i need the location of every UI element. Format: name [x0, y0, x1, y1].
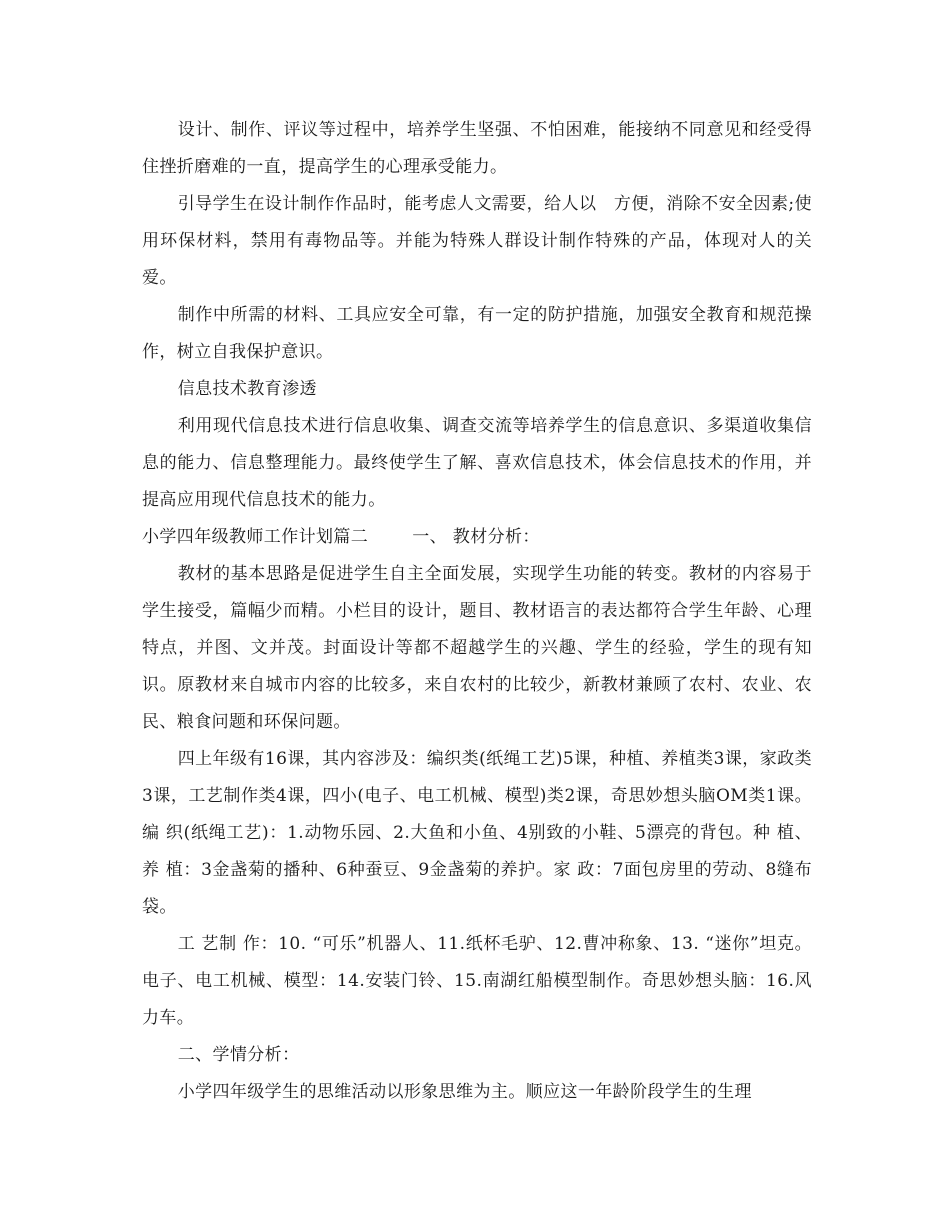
paragraph-textbook-approach: 教材的基本思路是促进学生自主全面发展，实现学生功能的转变。教材的内容易于学生接受，篇幅少而精。小栏目的设计，题目、教材语言的表达都符合学生年龄、心理特点，并图、文并茂。封面设计等都不超越学生的兴趣、学生的经验，学生的现有知识。原教材来自城市内容的比较多，来自农村的比较少，新教材兼顾了农村、农业、农民、粮食问题和环保问题。 [142, 564, 812, 732]
paragraph-it-skills: 利用现代信息技术进行信息收集、调查交流等培养学生的信息意识、多渠道收集信息的能力、信息整理能力。最终使学生了解、喜欢信息技术，体会信息技术的作用，并提高应用现代信息技术的能力。 [142, 416, 812, 510]
section-title: 小学四年级教师工作计划篇二 [142, 527, 369, 547]
paragraph-safety: 制作中所需的材料、工具应安全可靠，有一定的防护措施，加强安全教育和规范操作，树立自我保护意识。 [142, 305, 812, 362]
paragraph-craft-lessons: 工 艺制 作：10. “可乐”机器人、11.纸杯毛驴、12.曹冲称象、13. “迷你”坦克。电子、电工机械、模型：14.安装门铃、15.南湖红船模型制作。奇思妙想头脑：16.风力车。 [142, 934, 812, 1028]
heading-it-education: 信息技术教育渗透 [177, 379, 317, 399]
heading-student-analysis: 二、学情分析： [177, 1045, 300, 1065]
paragraph-lesson-overview: 四上年级有16课，其内容涉及：编织类(纸绳工艺)5课，种植、养植类3课，家政类3课，工艺制作类4课，四小(电子、电工机械、模型)类2课，奇思妙想头脑OM类1课。编 织(纸绳工艺)：1.动物乐园、2.大鱼和小鱼、4别致的小鞋、5漂亮的背包。种 植、养 植：3金盏菊的播种、6种蚕豆、9金盏菊的养护。家 政：7面包房里的劳动、8缝布袋。 [142, 749, 812, 917]
section-heading-line [142, 519, 812, 556]
paragraph-student-thinking: 小学四年级学生的思维活动以形象思维为主。顺应这一年龄阶段学生的生理 [177, 1082, 752, 1102]
section-subtitle: 一、 教材分析： [412, 527, 540, 547]
document-page [142, 112, 812, 1111]
paragraph-humanistic-design: 引导学生在设计制作作品时，能考虑人文需要，给人以 方便，消除不安全因素;使用环保材料，禁用有毒物品等。并能为特殊人群设计制作特殊的产品，体现对人的关爱。 [142, 194, 812, 288]
paragraph-psychology: 设计、制作、评议等过程中，培养学生坚强、不怕困难，能接纳不同意见和经受得住挫折磨难的一直，提高学生的心理承受能力。 [142, 120, 812, 177]
